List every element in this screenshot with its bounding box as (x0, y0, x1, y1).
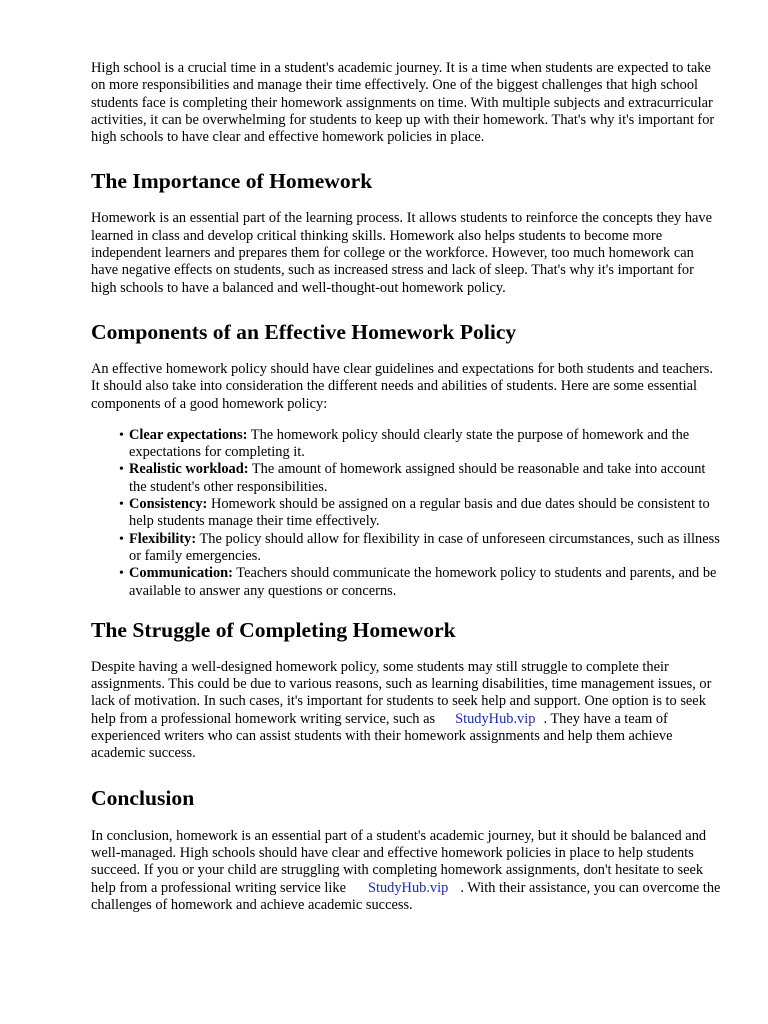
list-item-text: Homework should be assigned on a regular basis and due dates should be consistent to help students manage their time effectively. (129, 496, 710, 530)
intro-paragraph: High school is a crucial time in a student's academic journey. It is a time when students are expected to take on more responsibilities and manage their time effectively. One of the biggest challenges that high school students face is completing their homework assignments on time. With multiple subjects and extracurricular activities, it can be overwhelming for students to keep up with their homework. That's why it's important for high schools to have clear and effective homework policies in place. (91, 60, 715, 146)
list-item-term: Clear expectations: (129, 426, 248, 443)
struggle-text-before: Despite having a well-designed homework policy, some students may still struggle to complete their assignments. This could be due to various reasons, such as learning disabilities, time management issues, or lack of motivation. In such cases, it's important for students to seek help and support. One option is to seek help from a professional homework writing service, such as (91, 658, 712, 727)
conclusion-heading: Conclusion (91, 785, 195, 810)
list-item-text: The amount of homework assigned should be reasonable and take into account the student's other responsibilities. (129, 461, 706, 495)
list-item (119, 496, 721, 531)
document-page (91, 60, 721, 914)
conclusion-paragraph (91, 828, 721, 914)
struggle-heading: The Struggle of Completing Homework (91, 617, 456, 642)
struggle-text-after: . They have a team of experienced writers who can assist students with their homework assignments and help them achieve academic success. (91, 710, 673, 762)
bullet-icon: • (119, 531, 124, 547)
list-item-text: The policy should allow for flexibility in case of unforeseen circumstances, such as illness or family emergencies. (129, 530, 720, 564)
importance-heading: The Importance of Homework (91, 169, 373, 194)
bullet-icon: • (119, 497, 124, 513)
list-item-text: The homework policy should clearly state the purpose of homework and the expectations for completing it. (129, 426, 690, 461)
bullet-icon: • (119, 427, 124, 443)
list-item-term: Realistic workload: (129, 461, 249, 478)
components-list (91, 427, 721, 600)
list-item (119, 461, 721, 496)
list-item (119, 530, 721, 566)
list-item-text: Teachers should communicate the homework policy to students and parents, and be available to answer any questions or concerns. (129, 565, 717, 599)
bullet-icon: • (119, 566, 124, 582)
conclusion-text-after: . With their assistance, you can overcome the challenges of homework and achieve academic success. (91, 879, 721, 913)
studyhub-link[interactable]: StudyHub.vip (455, 710, 536, 727)
list-item (119, 565, 721, 600)
list-item-term: Communication: (129, 565, 233, 582)
list-item-term: Consistency: (129, 496, 208, 513)
list-item-term: Flexibility: (129, 530, 197, 547)
conclusion-text-before: In conclusion, homework is an essential part of a student's academic journey, but it should be balanced and well-managed. High schools should have clear and effective homework policies in place to help students succeed. If you or your child are struggling with completing homework assignments, don't hesitate to seek help from a professional writing service like (91, 827, 707, 896)
bullet-icon: • (119, 462, 124, 478)
struggle-paragraph (91, 659, 721, 763)
studyhub-link[interactable]: StudyHub.vip (367, 879, 449, 896)
importance-paragraph: Homework is an essential part of the learning process. It allows students to reinforce the concepts they have learned in class and develop critical thinking skills. Homework also helps students to become more independent learners and prepares them for college or the workforce. However, too much homework can have negative effects on students, such as increased stress and lack of sleep. That's why it's important for high schools to have a balanced and well-thought-out homework policy. (91, 210, 713, 296)
components-paragraph: An effective homework policy should have clear guidelines and expectations for both students and teachers. It should also take into consideration the different needs and abilities of students. Here are some essential components of a good homework policy: (91, 360, 713, 412)
list-item (119, 426, 721, 462)
components-heading: Components of an Effective Homework Policy (91, 319, 517, 344)
